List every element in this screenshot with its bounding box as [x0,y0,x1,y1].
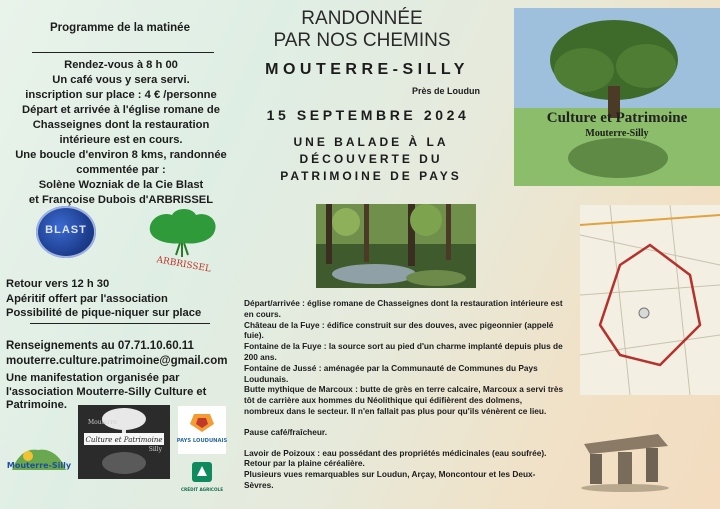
mouterre-silly-logo [8,440,70,478]
event-place: MOUTERRE-SILLY [265,61,469,78]
itinerary-line: Départ/arrivée : église romane de Chasseignes dont la restauration intérieure est en cours. [244,298,563,319]
retour-block [6,277,246,321]
association-subtitle: Mouterre-Silly [585,128,649,139]
culture-logo-top: Mouterre [88,419,117,426]
programme-intro [6,58,236,208]
event-title [262,8,462,52]
blast-logo-text: BLAST [45,224,87,236]
spacer [244,417,564,427]
intro-line: inscription sur place : 4 € /personne [25,89,217,101]
route-map [580,205,720,395]
event-tagline [276,134,466,185]
arbrissel-logo [140,205,225,275]
itinerary-line: Fontaine de la Fuye : la source sort au pied d'un charme implanté depuis plus de 200 ans. [244,341,563,362]
intro-line: intérieure est en cours. [59,134,183,146]
itinerary-line: Butte mythique de Marcoux : butte de grès en terre calcaire, Marcoux a servi très tôt de carrière aux hommes du Néolithique qui édifièrent des dolmens, nombreux dans le secteur. Il n'en fallait pas plus pour qu'ils vénèrent ce lieu. [244,384,564,416]
association-title: Culture et Patrimoine [546,110,688,126]
pays-loudunais-logo [178,406,226,454]
retour-line: Retour vers 12 h 30 [6,278,110,290]
intro-line: commentée par : [76,164,166,176]
intro-line: Départ et arrivée à l'église romane de [22,104,220,116]
itinerary-line: Fontaine de Jussé : aménagée par la Communauté de Communes du Pays Loudunais. [244,362,538,384]
itinerary-line: Château de la Fuye : édifice construit sur des douves, avec pigeonnier (appelé fuie). [244,319,554,341]
oak-tree-photo [514,8,720,186]
itinerary-line: Plusieurs vues remarquables sur Loudun, Arçay, Moncontour et les Deux-Sèvres. [244,469,536,490]
intro-line: Chasseignes dont la restauration [32,119,210,131]
ca-logo-text: CRÉDIT AGRICOLE [180,487,224,492]
credit-agricole-logo [180,460,224,494]
title-line: PAR NOS CHEMINS [273,30,451,51]
intro-line: Rendez-vous à 8 h 00 [64,59,178,71]
programme-title: Programme de la matinée [50,22,190,34]
organiser-line: l'association Mouterre-Silly Culture et [6,385,207,398]
itinerary-text [244,298,564,491]
event-subplace: Près de Loudun [411,86,480,96]
itinerary-line: Retour par la plaine céréalière. [244,458,365,469]
culture-logo-bottom: Silly [148,446,162,453]
spacer [244,438,564,448]
divider [32,52,214,53]
mouterre-logo-text: Mouterre-Silly [6,461,72,470]
divider [30,323,210,324]
intro-line: et Françoise Dubois d'ARBRISSEL [28,194,214,206]
email-line[interactable]: mouterre.culture.patrimoine@gmail.com [6,355,228,367]
intro-line: Une boucle d'environ 8 kms, randonnée [15,149,227,161]
retour-line: Apéritif offert par l'association [6,292,168,305]
tagline-line: UNE BALADE À LA [293,135,449,149]
phone-line: Renseignements au 07.71.10.60.11 [6,340,194,352]
culture-patrimoine-logo [78,405,170,479]
pond-photo [316,204,476,288]
intro-line: Solène Wozniak de la Cie Blast [38,179,204,191]
tagline-line: PATRIMOINE DE PAYS [280,169,462,183]
blast-logo [36,206,96,258]
itinerary-line: Lavoir de Poizoux : eau possédant des propriétés médicinales (eau soufrée). [244,447,547,458]
contact-block [6,339,246,369]
intro-line: Un café vous y sera servi. [52,74,190,86]
event-date: 15 SEPTEMBRE 2024 [266,107,470,123]
pays-logo-text: PAYS LOUDUNAIS [176,438,228,444]
retour-line: Possibilité de pique-niquer sur place [6,307,202,319]
arbrissel-logo-text: ARBRISSEL [155,255,212,275]
culture-logo-text: Culture et Patrimoine [85,436,163,444]
organiser-line: Une manifestation organisée par [6,372,180,384]
organiser-line: Patrimoine. [6,399,67,411]
tagline-line: DÉCOUVERTE DU [299,152,443,166]
itinerary-pause: Pause café/fraîcheur. [244,426,328,437]
dolmen-photo [578,426,672,492]
title-line: RANDONNÉE [301,8,423,29]
